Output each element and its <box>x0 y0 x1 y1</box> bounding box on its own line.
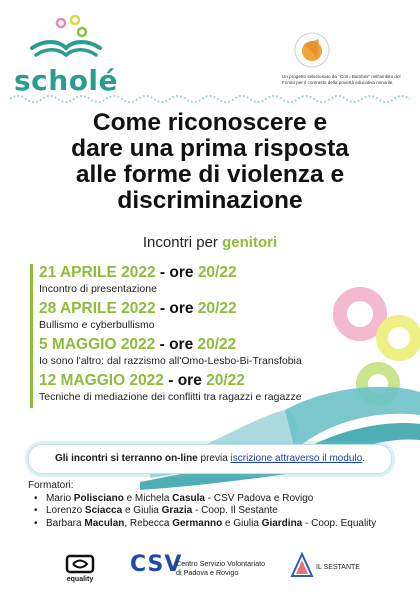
subtitle <box>0 234 420 251</box>
online-end: . <box>362 453 366 464</box>
title-line: alle forme di violenza e <box>75 161 345 188</box>
csv-line1: Centro Servizio Volontariato <box>176 559 266 568</box>
event-date-line <box>39 300 399 318</box>
csv-text <box>176 559 265 577</box>
csv-logo <box>130 552 280 577</box>
event-date-line <box>39 336 399 354</box>
event-date-line <box>39 264 399 282</box>
event-date: 12 MAGGIO 2022 <box>39 372 164 389</box>
sestante-label: IL SESTANTE <box>316 564 360 571</box>
event-item <box>39 336 399 368</box>
page-title <box>30 110 390 214</box>
schole-logo <box>14 14 124 97</box>
sestante-logo <box>290 552 380 585</box>
trainers-list <box>28 493 408 531</box>
trainers-heading: Formatori: <box>28 480 74 491</box>
equality-icon <box>65 554 95 574</box>
title-line: discriminazione <box>117 187 303 214</box>
event-description: Incontro di presentazione <box>39 283 157 295</box>
event-item <box>39 300 399 332</box>
event-date-line <box>39 372 399 390</box>
partner-badge-icon <box>292 30 334 70</box>
event-date: 5 MAGGIO 2022 <box>39 336 156 353</box>
logo-text: scholé <box>14 64 119 97</box>
event-sep: - ore <box>163 372 207 389</box>
event-date: 28 APRILE 2022 <box>39 300 156 317</box>
schole-book-icon <box>14 14 124 64</box>
registration-link[interactable]: iscrizione attraverso il modulo <box>230 453 363 464</box>
subtitle-prefix: Incontri per <box>142 234 223 251</box>
online-notice <box>28 444 392 474</box>
csv-mark: CSV <box>130 552 183 577</box>
online-bold: Gli incontri si terranno on-line <box>54 453 198 464</box>
event-time: 20/22 <box>197 300 237 317</box>
event-time: 20/22 <box>197 336 237 353</box>
event-sep: - ore <box>155 264 198 281</box>
equality-logo <box>62 554 98 583</box>
partner-text: Un progetto selezionato da "Con i Bambini" nell'ambito del Fondo per il contrasto della povertà educativa minorile. <box>282 74 401 85</box>
event-description: Bullismo e cyberbullismo <box>39 319 155 331</box>
trainer-item: • Mario Polisciano e Michela Casula - CSV Padova e Rovigo <box>34 493 408 506</box>
subtitle-highlight: genitori <box>222 234 278 251</box>
event-time: 20/22 <box>197 264 237 281</box>
event-item <box>39 264 399 296</box>
event-sep: - ore <box>155 336 198 353</box>
equality-label: equality <box>66 576 94 583</box>
online-rest: previa <box>197 453 231 464</box>
title-line: Come riconoscere e <box>92 109 328 136</box>
event-item <box>39 372 399 404</box>
trainers-section <box>28 480 408 530</box>
trainer-item: • Barbara Maculan, Rebecca Germanno e Giulia Giardina - Coop. Equality <box>34 518 408 531</box>
event-description: Tecniche di mediazione dei conflitti tra ragazzi e ragazze <box>39 391 302 403</box>
csv-line2: di Padova e Rovigo <box>176 568 239 577</box>
event-description: Io sono l'altro: dal razzismo all'Omo-Lesbo-Bi-Transfobia <box>39 355 302 367</box>
event-sep: - ore <box>155 300 198 317</box>
trainer-item: • Lorenzo Sciacca e Giulia Grazia - Coop. Il Sestante <box>34 505 408 518</box>
sestante-triangle-icon <box>290 552 314 580</box>
event-list <box>30 264 399 408</box>
event-time: 20/22 <box>206 372 245 389</box>
con-i-bambini-logo <box>282 30 402 85</box>
event-date: 21 APRILE 2022 <box>39 264 156 281</box>
title-line: dare una prima risposta <box>71 135 349 162</box>
